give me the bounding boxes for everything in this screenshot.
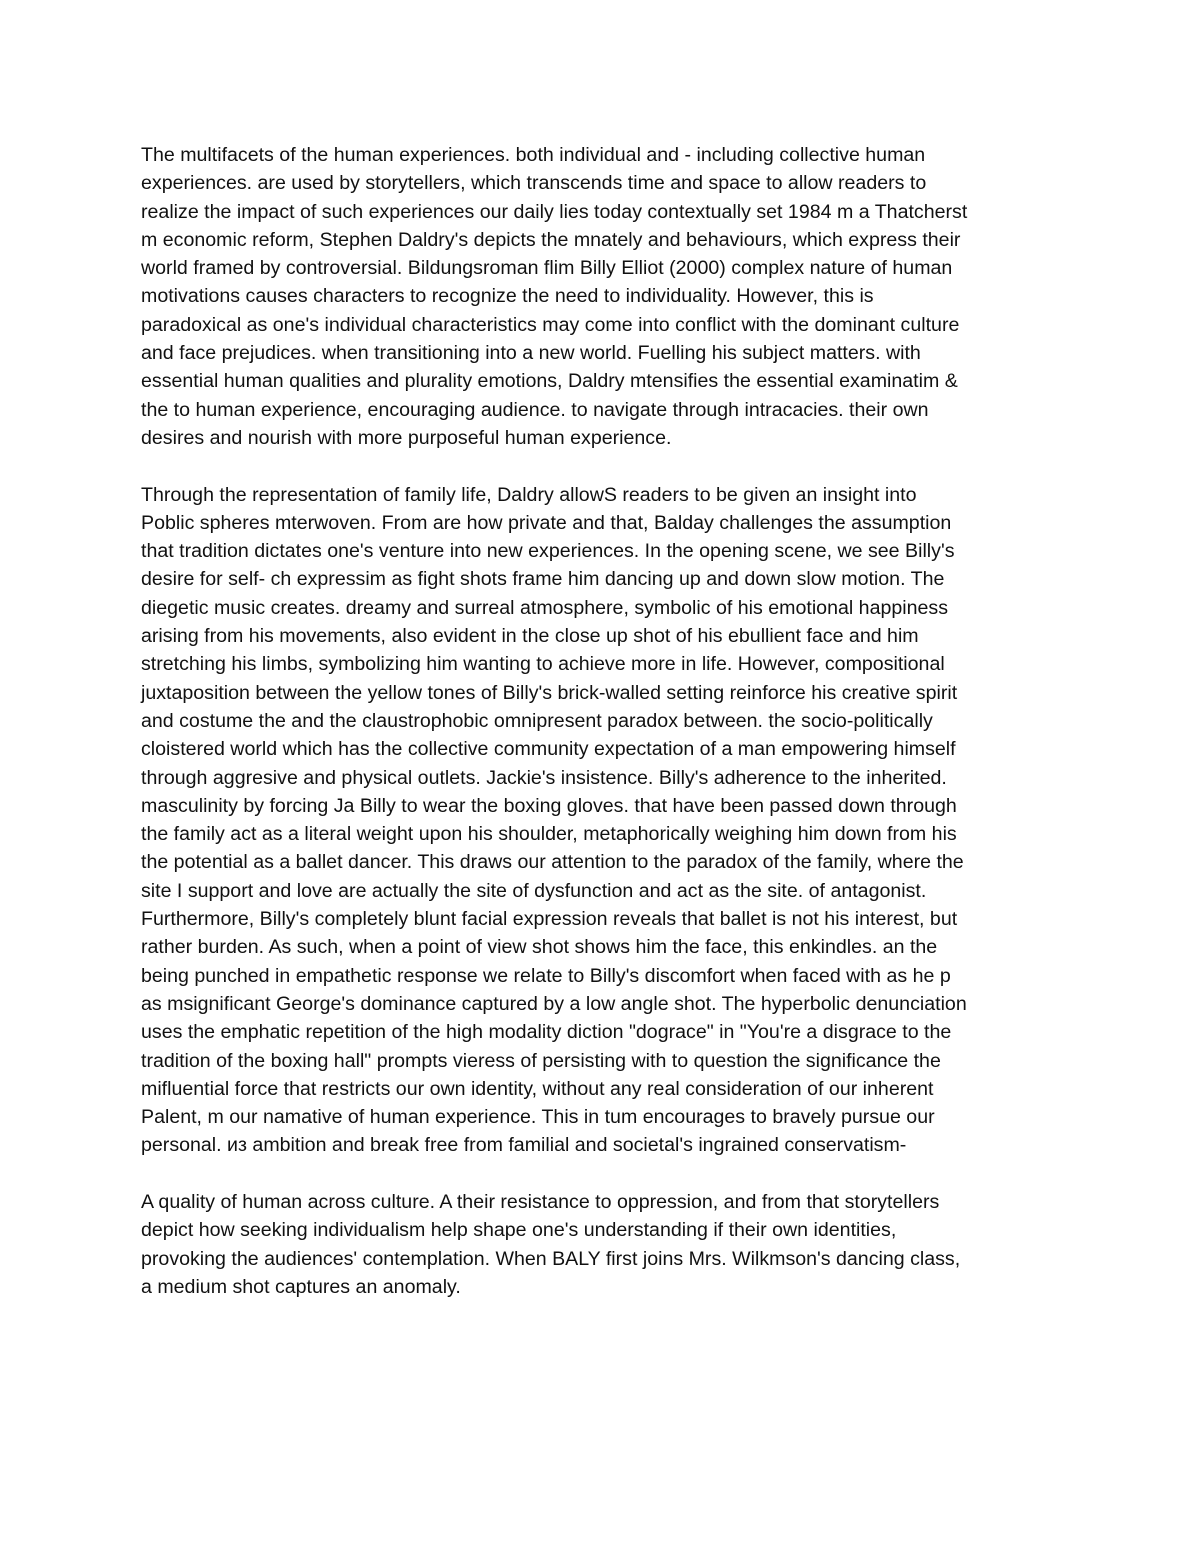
- text-line: site I support and love are actually the site of dysfunction and act as the site. of antagonist.: [141, 879, 927, 902]
- text-line: depict how seeking individualism help shape one's understanding if their own identities,: [141, 1219, 897, 1242]
- paragraph: [141, 481, 1061, 1160]
- text-line: personal. из ambition and break free from familial and societal's ingrained conservatism-: [141, 1134, 907, 1157]
- text-line: the to human experience, encouraging audience. to navigate through intracacies. their own: [141, 398, 929, 421]
- text-line: diegetic music creates. dreamy and surreal atmosphere, symbolic of his emotional happiness: [141, 596, 948, 619]
- text-line: rather burden. As such, when a point of view shot shows him the face, this enkindles. an the: [141, 936, 938, 959]
- text-line: provoking the audiences' contemplation. When BALY first joins Mrs. Wilkmson's dancing class,: [141, 1247, 961, 1270]
- text-line: the potential as a ballet dancer. This draws our attention to the paradox of the family, where the: [141, 851, 964, 874]
- text-line: The multifacets of the human experiences. both individual and - including collective human: [141, 144, 926, 166]
- text-line: cloistered world which has the collective community expectation of a man empowering himself: [141, 738, 956, 761]
- text-line: masculinity by forcing Ja Billy to wear the boxing gloves. that have been passed down through: [141, 794, 957, 817]
- text-line: desires and nourish with more purposeful human experience.: [141, 426, 672, 449]
- paragraph: [141, 1188, 1061, 1301]
- text-line: uses the emphatic repetition of the high modality diction "dograce" in "You're a disgrace to the: [141, 1021, 952, 1044]
- text-line: tradition of the boxing hall" prompts vieress of persisting with to question the significance the: [141, 1049, 941, 1072]
- text-line: Through the representation of family life, Daldry allowS readers to be given an insight into: [141, 483, 917, 506]
- text-line: being punched in empathetic response we relate to Billy's discomfort when faced with as he p: [141, 964, 951, 987]
- text-line: realize the impact of such experiences our daily lies today contextually set 1984 m a Thatcherst: [141, 200, 968, 223]
- text-line: the family act as a literal weight upon his shoulder, metaphorically weighing him down from his: [141, 823, 957, 846]
- text-line: arising from his movements, also evident in the close up shot of his ebullient face and him: [141, 625, 919, 648]
- text-line: and face prejudices. when transitioning into a new world. Fuelling his subject matters. with: [141, 342, 921, 365]
- text-line: paradoxical as one's individual characteristics may come into conflict with the dominant culture: [141, 313, 960, 336]
- text-line: A quality of human across culture. A their resistance to oppression, and from that storytellers: [141, 1190, 940, 1213]
- document-body: [141, 141, 1061, 1329]
- text-line: stretching his limbs, symbolizing him wanting to achieve more in life. However, compositional: [141, 653, 945, 676]
- text-line: through aggresive and physical outlets. Jackie's insistence. Billy's adherence to the inherited.: [141, 766, 947, 789]
- text-line: Palent, m our namative of human experience. This in tum encourages to bravely pursue our: [141, 1106, 935, 1129]
- text-line: as msignificant George's dominance captured by a low angle shot. The hyperbolic denunciation: [141, 992, 967, 1015]
- text-line: that tradition dictates one's venture into new experiences. In the opening scene, we see Billy's: [141, 540, 955, 563]
- text-line: experiences. are used by storytellers, which transcends time and space to allow readers to: [141, 172, 927, 195]
- paragraph: [141, 141, 1061, 452]
- text-line: and costume the and the claustrophobic omnipresent paradox between. the socio-politically: [141, 709, 933, 732]
- text-line: m economic reform, Stephen Daldry's depicts the mnately and behaviours, which express their: [141, 228, 961, 251]
- text-line: mifluential force that restricts our own identity, without any real consideration of our inherent: [141, 1077, 934, 1100]
- text-line: world framed by controversial. Bildungsroman flim Billy Elliot (2000) complex nature of human: [141, 257, 953, 280]
- text-line: a medium shot captures an anomaly.: [141, 1275, 461, 1298]
- text-line: Poblic spheres mterwoven. From are how private and that, Balday challenges the assumption: [141, 511, 952, 534]
- text-line: motivations causes characters to recognize the need to individuality. However, this is: [141, 285, 874, 308]
- text-line: Furthermore, Billy's completely blunt facial expression reveals that ballet is not his interest, but: [141, 908, 958, 931]
- text-line: juxtaposition between the yellow tones of Billy's brick-walled setting reinforce his creative spirit: [141, 681, 958, 704]
- text-line: essential human qualities and plurality emotions, Daldry mtensifies the essential examinatim &: [141, 370, 958, 393]
- text-line: desire for self- ch expressim as fight shots frame him dancing up and down slow motion. The: [141, 568, 945, 591]
